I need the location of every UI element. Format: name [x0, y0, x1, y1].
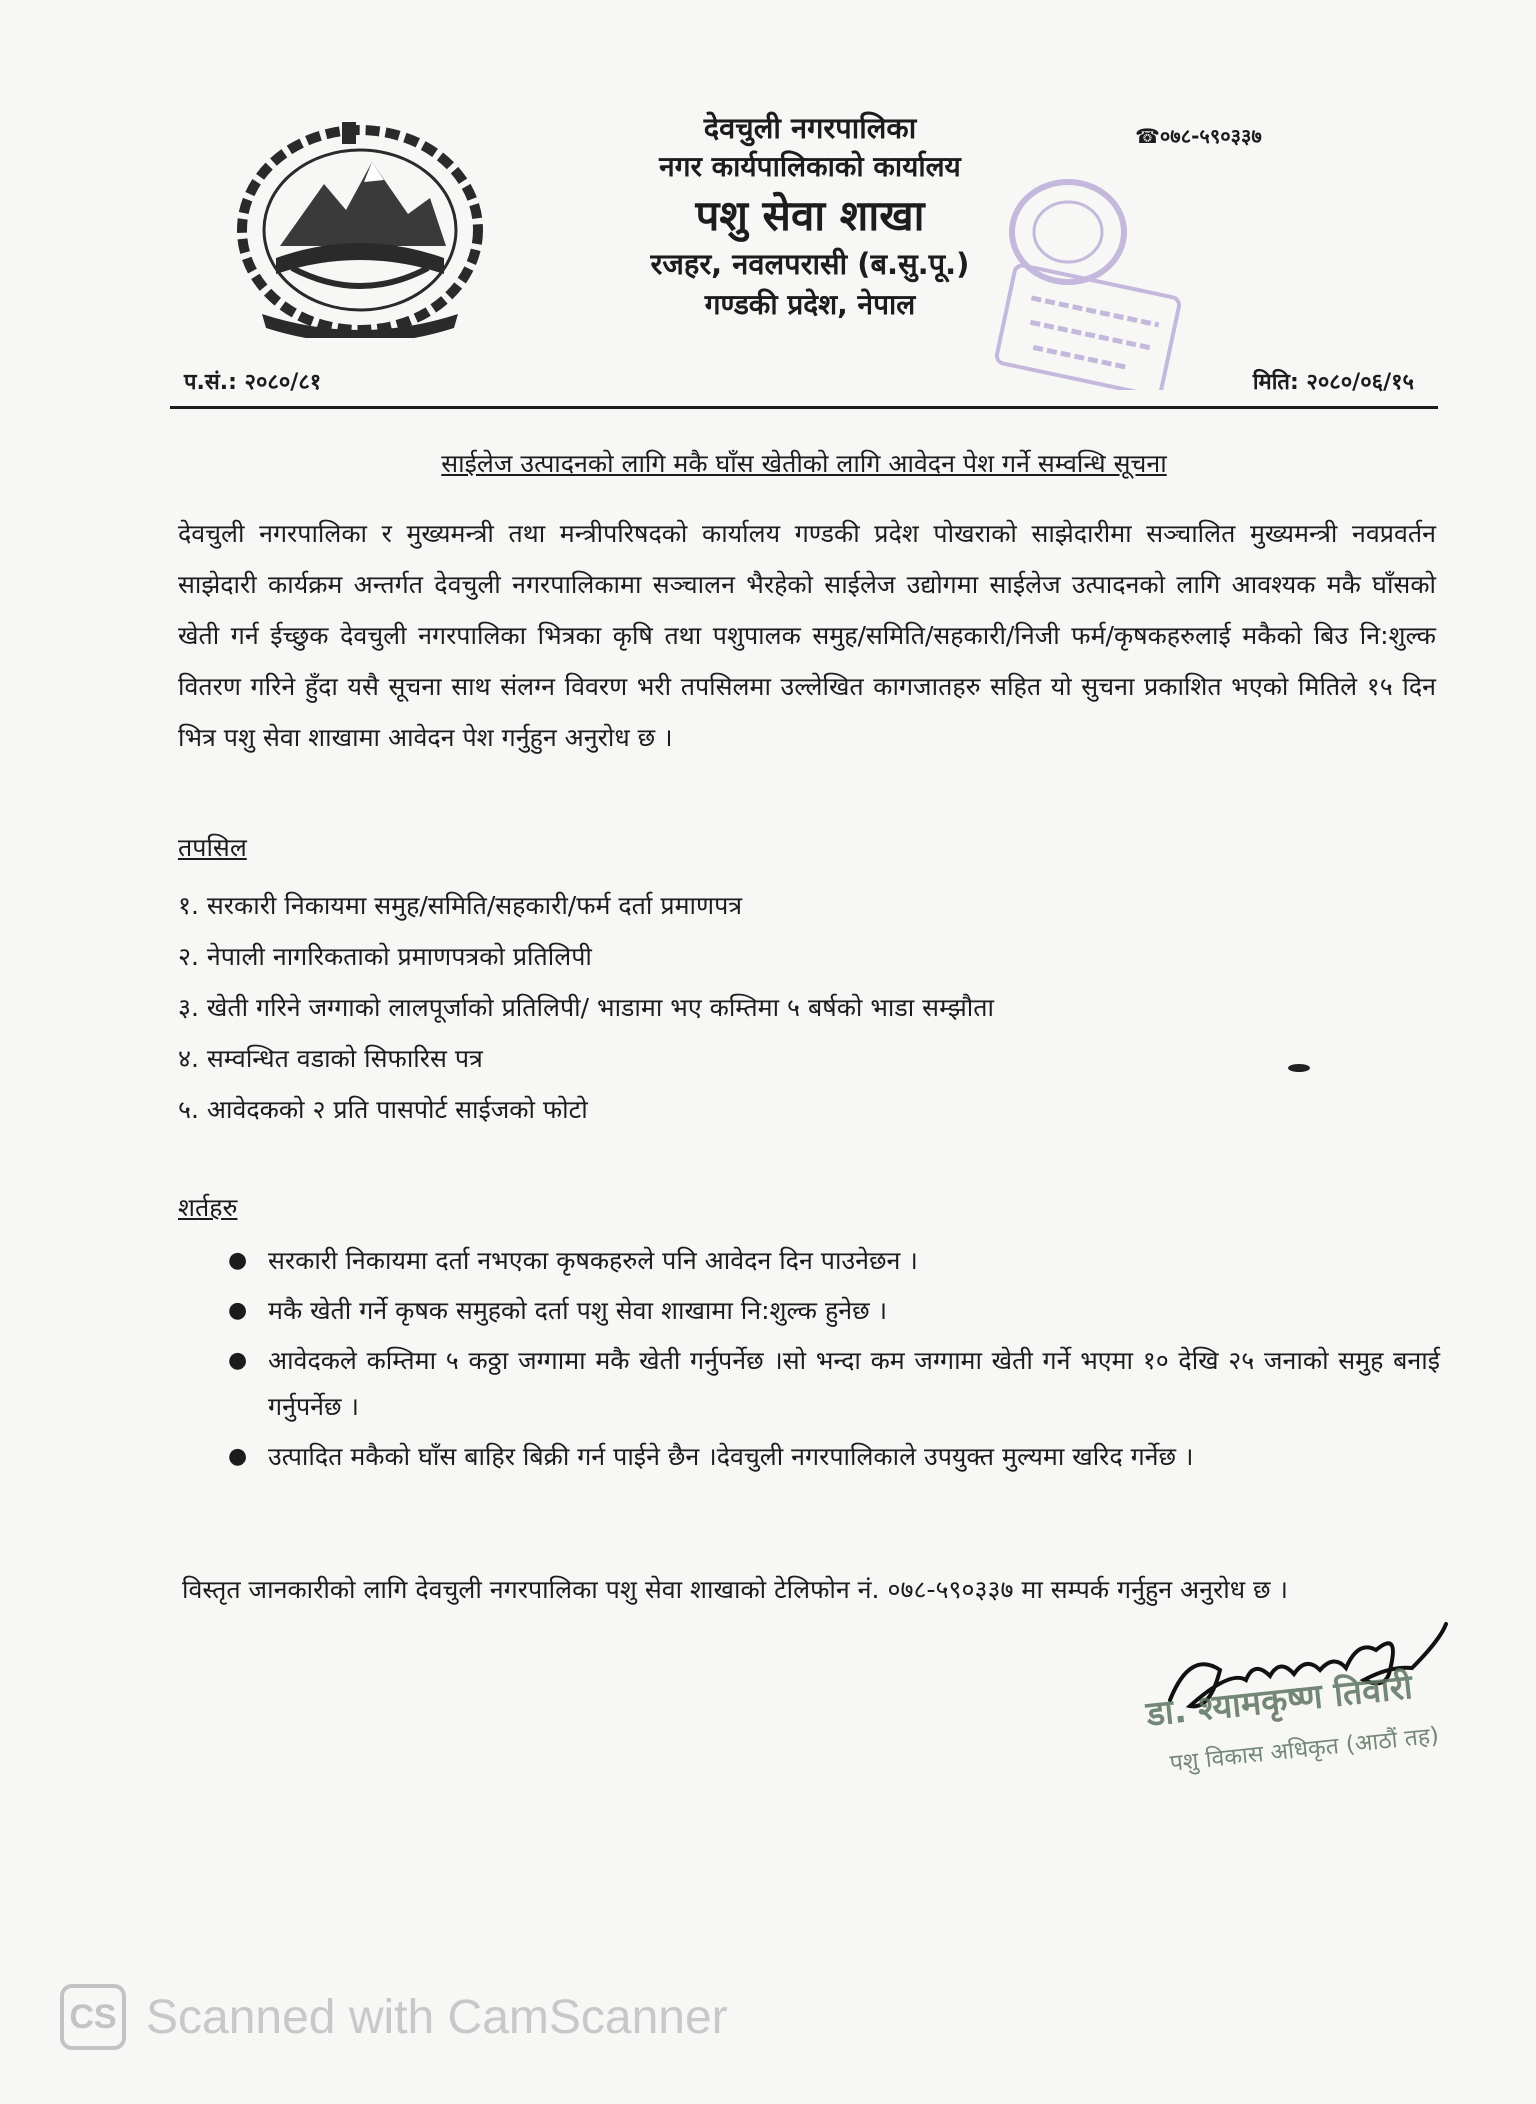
- condition-text: सरकारी निकायमा दर्ता नभएका कृषकहरुले पनि आवेदन दिन पाउनेछन ।: [268, 1246, 918, 1275]
- camscanner-watermark: [60, 1984, 728, 2050]
- condition-text: उत्पादित मकैको घाँस बाहिर बिक्री गर्न पाईने छैन ।देवचुली नगरपालिकाले उपयुक्त मुल्यमा खरिद गर्नेछ ।: [268, 1442, 1194, 1471]
- condition-item: [228, 1338, 1440, 1430]
- closing-text: विस्तृत जानकारीको लागि देवचुली नगरपालिका पशु सेवा शाखाको टेलिफोन नं. ०७८-५९०३३७ मा सम्पर्क गर्नुहुन अनुरोध छ ।: [182, 1575, 1288, 1604]
- signatory-title: पशु विकास अधिकृत (आठौं तह): [1168, 1722, 1441, 1777]
- list-item: ५. आवेदकको २ प्रति पासपोर्ट साईजको फोटो: [178, 1095, 588, 1124]
- condition-item: [228, 1288, 1440, 1334]
- phone-number: ☎०७८-५९०३३७: [1135, 124, 1262, 148]
- office-stamp: [986, 170, 1206, 390]
- province-line: गण्डकी प्रदेश, नेपाल: [704, 288, 916, 322]
- tapasil-heading: तपसिल: [178, 833, 247, 862]
- condition-text: आवेदकले कम्तिमा ५ कठ्ठा जग्गामा मकै खेती गर्नुपर्नेछ ।सो भन्दा कम जग्गामा खेती गर्ने भएमा १० देखि २५ जनाको समुह बनाई गर्नुपर्नेछ ।: [268, 1346, 1440, 1421]
- document-list: [178, 880, 1278, 1135]
- condition-item: [228, 1238, 1440, 1284]
- nepal-emblem-icon: [232, 118, 488, 338]
- conditions-list: [228, 1238, 1440, 1484]
- bullet-icon: ●: [228, 1248, 248, 1273]
- ink-speck: [1288, 1064, 1310, 1072]
- bullet-icon: ●: [228, 1444, 248, 1469]
- watermark-text: Scanned with CamScanner: [146, 1990, 728, 2044]
- branch-name: पशु सेवा शाखा: [695, 190, 925, 240]
- condition-item: [228, 1434, 1440, 1480]
- camscanner-logo-icon: CS: [60, 1984, 126, 2050]
- address-line: रजहर, नवलपरासी (ब.सु.पू.): [650, 246, 970, 281]
- issue-date: मिति: २०८०/०६/१५: [1252, 370, 1414, 395]
- reference-number: प.सं.: २०८०/८१: [184, 370, 322, 395]
- signatory-name: डा. श्यामकृष्ण तिवारी: [1144, 1667, 1415, 1735]
- notice-subject: साईलेज उत्पादनको लागि मकै घाँस खेतीको लागि आवेदन पेश गर्ने सम्वन्धि सूचना: [441, 449, 1167, 478]
- list-item: १. सरकारी निकायमा समुह/समिति/सहकारी/फर्म दर्ता प्रमाणपत्र: [178, 891, 743, 920]
- office-name: नगर कार्यपालिकाको कार्यालय: [659, 150, 961, 184]
- header-divider: [170, 406, 1438, 409]
- notice-body: देवचुली नगरपालिका र मुख्यमन्त्री तथा मन्त्रीपरिषदको कार्यालय गण्डकी प्रदेश पोखराको साझेदारीमा सञ्चालित मुख्यमन्त्री नवप्रवर्तन साझेदारी कार्यक्रम अन्तर्गत देवचुली नगरपालिकामा सञ्चालन भैरहेको साईलेज उद्योगमा साईलेज उत्पादनको लागि आवश्यक मकै घाँसको खेती गर्न ईच्छुक देवचुली नगरपालिका भित्रका कृषि तथा पशुपालक समुह/समिति/सहकारी/निजी फर्म/कृषकहरुलाई मकैको बिउ नि:शुल्क वितरण गरिने हुँदा यसै सूचना साथ संलग्न विवरण भरी तपसिलमा उल्लेखित कागजातहरु सहित यो सुचना प्रकाशित भएको मितिले १५ दिन भित्र पशु सेवा शाखामा आवेदन पेश गर्नुहुन अनुरोध छ ।: [178, 519, 1436, 752]
- bullet-icon: ●: [228, 1348, 248, 1373]
- bullet-icon: ●: [228, 1298, 248, 1323]
- municipality-name: देवचुली नगरपालिका: [703, 111, 917, 145]
- condition-text: मकै खेती गर्ने कृषक समुहको दर्ता पशु सेवा शाखामा नि:शुल्क हुनेछ ।: [268, 1296, 888, 1325]
- list-item: ४. सम्वन्धित वडाको सिफारिस पत्र: [178, 1044, 483, 1073]
- conditions-heading: शर्तहरु: [178, 1193, 238, 1222]
- list-item: ३. खेती गरिने जग्गाको लालपूर्जाको प्रतिलिपी/ भाडामा भए कम्तिमा ५ बर्षको भाडा सम्झौता: [178, 993, 994, 1022]
- list-item: २. नेपाली नागरिकताको प्रमाणपत्रको प्रतिलिपी: [178, 942, 592, 971]
